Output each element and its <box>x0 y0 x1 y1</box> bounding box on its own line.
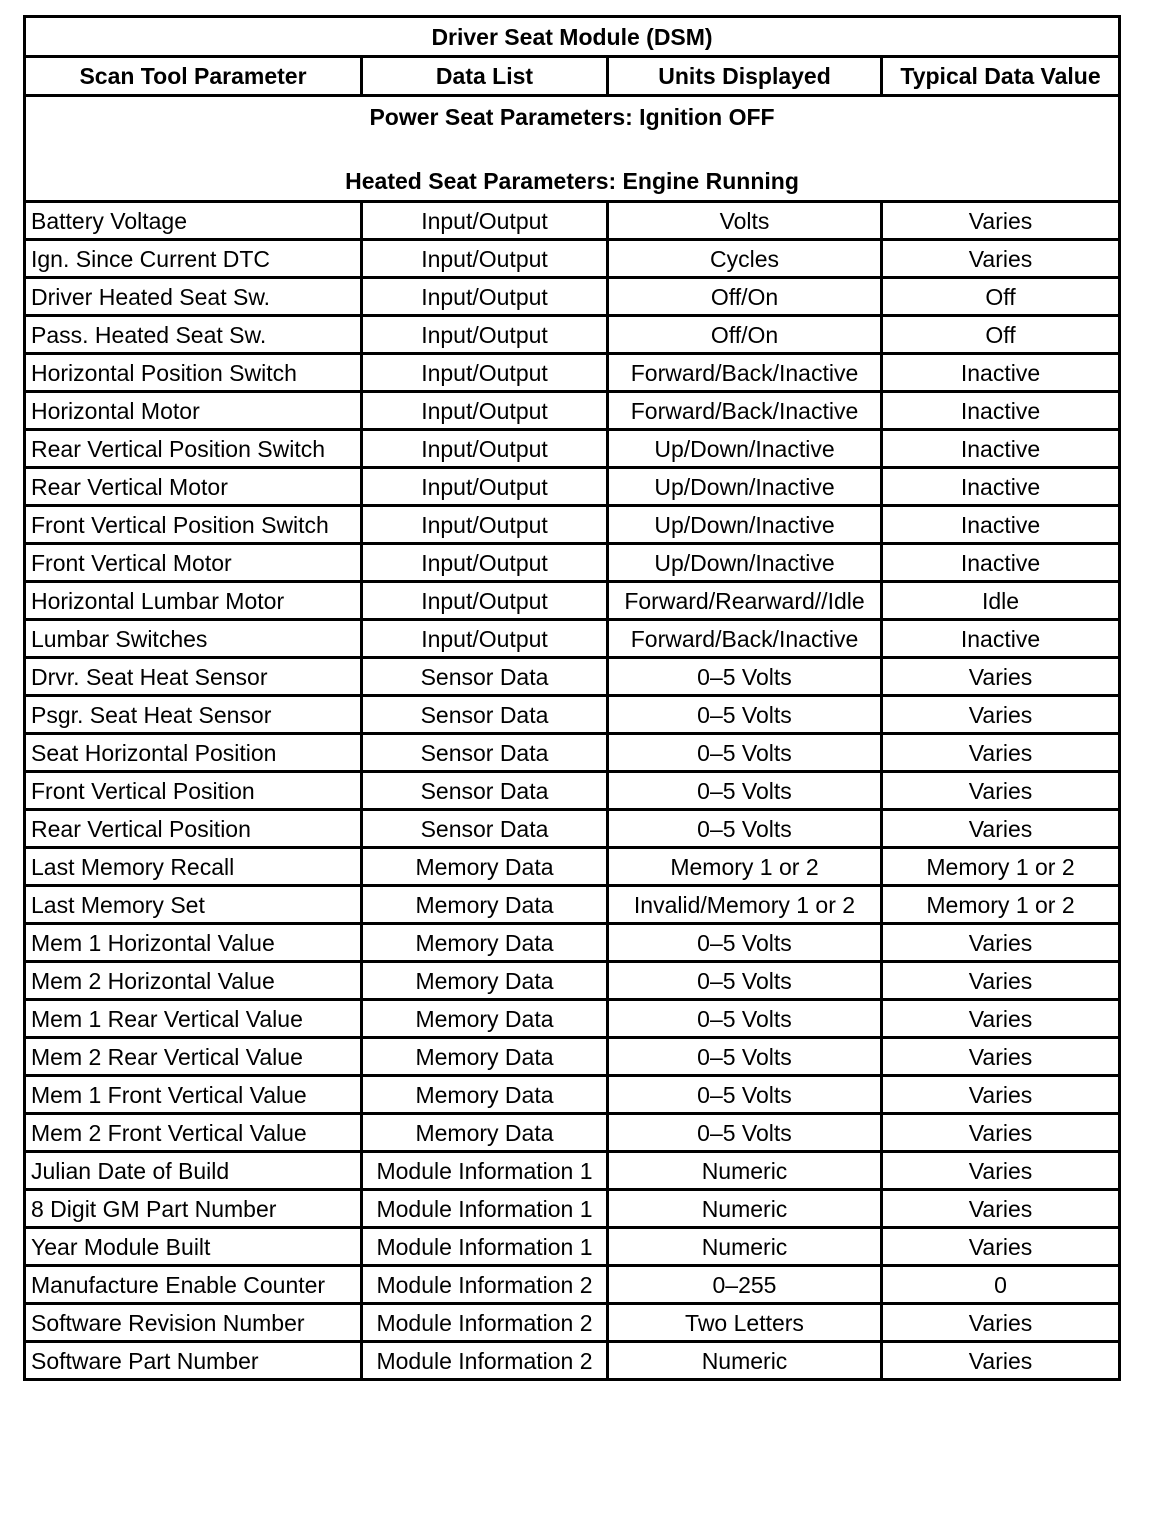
cell-data-list: Input/Output <box>362 316 608 354</box>
cell-typical-value: Varies <box>882 772 1120 810</box>
table-row <box>25 544 1120 582</box>
cell-data-list: Memory Data <box>362 924 608 962</box>
cell-units: Up/Down/Inactive <box>608 430 882 468</box>
cell-data-list: Memory Data <box>362 962 608 1000</box>
table-row <box>25 316 1120 354</box>
power-seat-condition: Power Seat Parameters: Ignition OFF <box>369 103 775 130</box>
cell-units: Forward/Back/Inactive <box>608 392 882 430</box>
cell-units: 0–5 Volts <box>608 1000 882 1038</box>
cell-parameter: Manufacture Enable Counter <box>25 1266 362 1304</box>
table-row <box>25 582 1120 620</box>
cell-typical-value: Varies <box>882 924 1120 962</box>
cell-typical-value: Varies <box>882 1342 1120 1380</box>
cell-parameter: Lumbar Switches <box>25 620 362 658</box>
table-row <box>25 392 1120 430</box>
column-header-row <box>25 57 1120 96</box>
cell-data-list: Module Information 1 <box>362 1190 608 1228</box>
cell-typical-value: Memory 1 or 2 <box>882 848 1120 886</box>
cell-data-list: Sensor Data <box>362 772 608 810</box>
cell-typical-value: Inactive <box>882 544 1120 582</box>
cell-units: Invalid/Memory 1 or 2 <box>608 886 882 924</box>
table-row <box>25 240 1120 278</box>
cell-parameter: Battery Voltage <box>25 202 362 240</box>
cell-units: 0–5 Volts <box>608 734 882 772</box>
cell-units: Up/Down/Inactive <box>608 468 882 506</box>
cell-data-list: Input/Output <box>362 544 608 582</box>
cell-typical-value: Varies <box>882 1190 1120 1228</box>
table-row <box>25 1076 1120 1114</box>
table-row <box>25 734 1120 772</box>
cell-typical-value: Varies <box>882 1114 1120 1152</box>
table-row <box>25 848 1120 886</box>
cell-data-list: Module Information 2 <box>362 1266 608 1304</box>
cell-parameter: 8 Digit GM Part Number <box>25 1190 362 1228</box>
cell-data-list: Sensor Data <box>362 810 608 848</box>
cell-typical-value: Varies <box>882 1038 1120 1076</box>
header-typical-data-value: Typical Data Value <box>882 57 1120 96</box>
cell-data-list: Input/Output <box>362 202 608 240</box>
cell-units: Memory 1 or 2 <box>608 848 882 886</box>
cell-typical-value: Varies <box>882 734 1120 772</box>
cell-units: 0–255 <box>608 1266 882 1304</box>
cell-parameter: Horizontal Lumbar Motor <box>25 582 362 620</box>
cell-parameter: Mem 2 Front Vertical Value <box>25 1114 362 1152</box>
heated-seat-condition: Heated Seat Parameters: Engine Running <box>345 167 799 194</box>
cell-parameter: Software Part Number <box>25 1342 362 1380</box>
cell-data-list: Module Information 2 <box>362 1304 608 1342</box>
cell-parameter: Rear Vertical Motor <box>25 468 362 506</box>
cell-parameter: Ign. Since Current DTC <box>25 240 362 278</box>
table-row <box>25 1304 1120 1342</box>
dsm-data-table <box>23 15 1121 1381</box>
cell-parameter: Pass. Heated Seat Sw. <box>25 316 362 354</box>
cell-parameter: Driver Heated Seat Sw. <box>25 278 362 316</box>
cell-data-list: Module Information 1 <box>362 1152 608 1190</box>
cell-data-list: Input/Output <box>362 240 608 278</box>
cell-parameter: Rear Vertical Position Switch <box>25 430 362 468</box>
cell-typical-value: Inactive <box>882 620 1120 658</box>
table-title-row <box>25 17 1120 57</box>
cell-units: Forward/Back/Inactive <box>608 354 882 392</box>
cell-units: Off/On <box>608 316 882 354</box>
cell-typical-value: Memory 1 or 2 <box>882 886 1120 924</box>
cell-data-list: Input/Output <box>362 354 608 392</box>
cell-data-list: Sensor Data <box>362 734 608 772</box>
cell-typical-value: Varies <box>882 1152 1120 1190</box>
header-units-displayed: Units Displayed <box>608 57 882 96</box>
cell-data-list: Input/Output <box>362 468 608 506</box>
condition-spacer <box>31 134 1113 164</box>
header-data-list: Data List <box>362 57 608 96</box>
table-row <box>25 1228 1120 1266</box>
cell-data-list: Input/Output <box>362 430 608 468</box>
cell-data-list: Input/Output <box>362 392 608 430</box>
cell-parameter: Software Revision Number <box>25 1304 362 1342</box>
table-row <box>25 696 1120 734</box>
cell-parameter: Julian Date of Build <box>25 1152 362 1190</box>
cell-data-list: Memory Data <box>362 886 608 924</box>
table-row <box>25 1038 1120 1076</box>
cell-typical-value: Varies <box>882 1228 1120 1266</box>
table-row <box>25 278 1120 316</box>
cell-parameter: Seat Horizontal Position <box>25 734 362 772</box>
header-scan-tool-parameter: Scan Tool Parameter <box>25 57 362 96</box>
cell-typical-value: Idle <box>882 582 1120 620</box>
table-row <box>25 468 1120 506</box>
cell-units: 0–5 Volts <box>608 696 882 734</box>
cell-parameter: Horizontal Motor <box>25 392 362 430</box>
cell-typical-value: 0 <box>882 1266 1120 1304</box>
test-conditions-row <box>25 96 1120 202</box>
table-row <box>25 620 1120 658</box>
table-row <box>25 1342 1120 1380</box>
table-body <box>25 202 1120 1380</box>
cell-data-list: Module Information 2 <box>362 1342 608 1380</box>
cell-units: Off/On <box>608 278 882 316</box>
cell-data-list: Memory Data <box>362 1038 608 1076</box>
cell-parameter: Drvr. Seat Heat Sensor <box>25 658 362 696</box>
cell-data-list: Input/Output <box>362 620 608 658</box>
cell-units: Up/Down/Inactive <box>608 506 882 544</box>
cell-units: Numeric <box>608 1342 882 1380</box>
table-row <box>25 1190 1120 1228</box>
cell-typical-value: Varies <box>882 240 1120 278</box>
cell-parameter: Psgr. Seat Heat Sensor <box>25 696 362 734</box>
cell-data-list: Sensor Data <box>362 658 608 696</box>
table-row <box>25 1266 1120 1304</box>
table-row <box>25 1000 1120 1038</box>
cell-parameter: Mem 1 Front Vertical Value <box>25 1076 362 1114</box>
cell-typical-value: Off <box>882 316 1120 354</box>
cell-data-list: Memory Data <box>362 1076 608 1114</box>
cell-parameter: Front Vertical Motor <box>25 544 362 582</box>
cell-units: Numeric <box>608 1190 882 1228</box>
cell-units: 0–5 Volts <box>608 1114 882 1152</box>
cell-parameter: Mem 2 Rear Vertical Value <box>25 1038 362 1076</box>
cell-units: 0–5 Volts <box>608 772 882 810</box>
cell-data-list: Memory Data <box>362 1114 608 1152</box>
table-row <box>25 506 1120 544</box>
cell-data-list: Input/Output <box>362 506 608 544</box>
cell-typical-value: Inactive <box>882 468 1120 506</box>
cell-parameter: Mem 1 Horizontal Value <box>25 924 362 962</box>
table-row <box>25 354 1120 392</box>
table-row <box>25 1152 1120 1190</box>
cell-data-list: Input/Output <box>362 582 608 620</box>
cell-units: 0–5 Volts <box>608 962 882 1000</box>
cell-units: Volts <box>608 202 882 240</box>
test-conditions-cell <box>25 96 1120 202</box>
cell-data-list: Module Information 1 <box>362 1228 608 1266</box>
cell-typical-value: Off <box>882 278 1120 316</box>
cell-units: Up/Down/Inactive <box>608 544 882 582</box>
table-row <box>25 886 1120 924</box>
cell-typical-value: Varies <box>882 658 1120 696</box>
cell-data-list: Memory Data <box>362 848 608 886</box>
table-row <box>25 202 1120 240</box>
cell-data-list: Input/Output <box>362 278 608 316</box>
table-row <box>25 658 1120 696</box>
cell-units: 0–5 Volts <box>608 810 882 848</box>
table-row <box>25 810 1120 848</box>
cell-parameter: Front Vertical Position <box>25 772 362 810</box>
cell-typical-value: Inactive <box>882 430 1120 468</box>
cell-parameter: Mem 2 Horizontal Value <box>25 962 362 1000</box>
cell-parameter: Year Module Built <box>25 1228 362 1266</box>
table-row <box>25 430 1120 468</box>
cell-units: 0–5 Volts <box>608 658 882 696</box>
cell-typical-value: Varies <box>882 202 1120 240</box>
cell-data-list: Memory Data <box>362 1000 608 1038</box>
cell-units: 0–5 Volts <box>608 1038 882 1076</box>
cell-units: 0–5 Volts <box>608 924 882 962</box>
cell-parameter: Rear Vertical Position <box>25 810 362 848</box>
cell-typical-value: Varies <box>882 1000 1120 1038</box>
table-title: Driver Seat Module (DSM) <box>25 17 1120 57</box>
cell-units: Numeric <box>608 1228 882 1266</box>
cell-units: Two Letters <box>608 1304 882 1342</box>
cell-units: Numeric <box>608 1152 882 1190</box>
table-row <box>25 1114 1120 1152</box>
cell-typical-value: Inactive <box>882 506 1120 544</box>
cell-parameter: Front Vertical Position Switch <box>25 506 362 544</box>
cell-units: Cycles <box>608 240 882 278</box>
cell-typical-value: Varies <box>882 810 1120 848</box>
cell-parameter: Horizontal Position Switch <box>25 354 362 392</box>
cell-typical-value: Varies <box>882 1076 1120 1114</box>
cell-units: Forward/Rearward//Idle <box>608 582 882 620</box>
cell-typical-value: Varies <box>882 696 1120 734</box>
table-row <box>25 924 1120 962</box>
cell-parameter: Last Memory Recall <box>25 848 362 886</box>
cell-units: 0–5 Volts <box>608 1076 882 1114</box>
cell-typical-value: Varies <box>882 1304 1120 1342</box>
cell-typical-value: Inactive <box>882 392 1120 430</box>
cell-units: Forward/Back/Inactive <box>608 620 882 658</box>
cell-parameter: Mem 1 Rear Vertical Value <box>25 1000 362 1038</box>
table-row <box>25 962 1120 1000</box>
cell-typical-value: Varies <box>882 962 1120 1000</box>
table-row <box>25 772 1120 810</box>
cell-typical-value: Inactive <box>882 354 1120 392</box>
cell-data-list: Sensor Data <box>362 696 608 734</box>
cell-parameter: Last Memory Set <box>25 886 362 924</box>
